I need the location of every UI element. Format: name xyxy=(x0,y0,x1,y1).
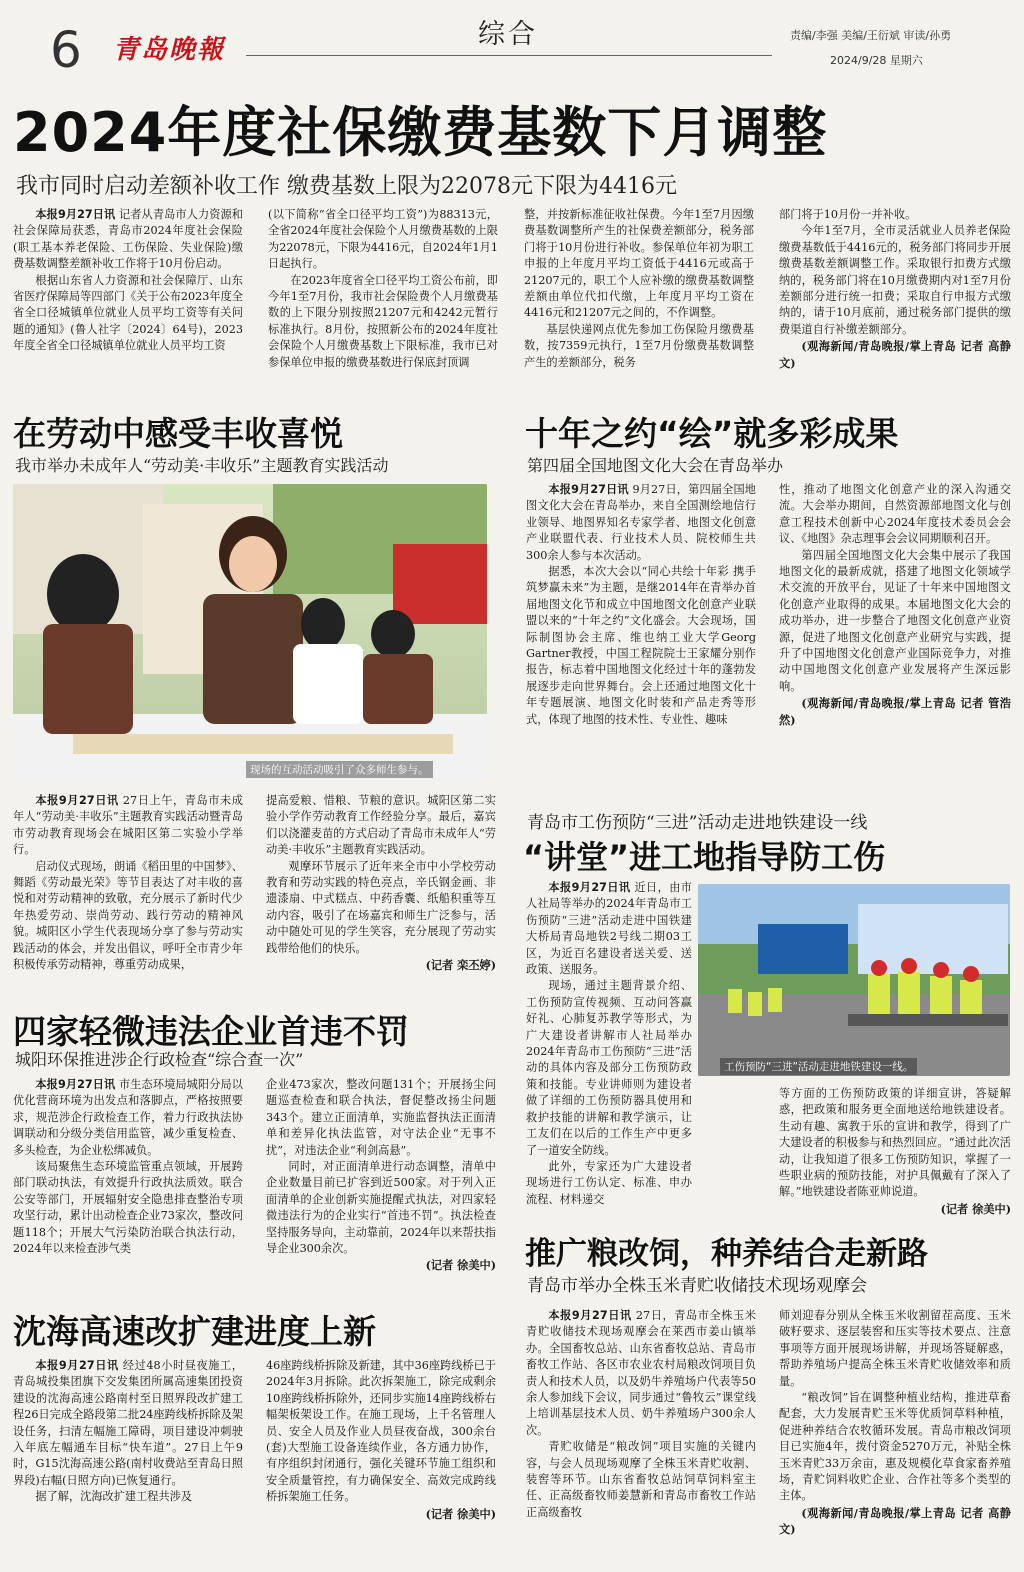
article-5-text-3: 企业473家次，整改问题131个；开展扬尘问题巡查检查和联合执法，督促整改扬尘问题343个。建立正面清单，实施监督执法正面清单和差异化执法监管，对守法企业“无事不扰”，对违法企业“利剑高悬”。 xyxy=(266,1078,496,1157)
article-1-byline: (观海新闻/青岛晚报/掌上青岛 记者 高静文) xyxy=(779,339,1011,370)
article-1-text-2: 根据山东省人力资源和社会保障厅、山东省医疗保障局等四部门《关于公布2023年度全省全口径城镇单位就业人员平均工资等有关问题的通知》(鲁人社字〔2024〕64号)，2023年度全省全口径城镇单位就业人员平均工资 xyxy=(13,273,243,353)
header-rule xyxy=(246,55,772,56)
article-3-text-4: 第四届全国地图文化大会集中展示了我国地图文化的最新成就，搭建了地图文化领域学术交流的开放平台，见证了十年来中国地图文化创意产业取得的成果。本届地图文化大会的成功举办，进一步整合了地图文化创意产业资源，促进了地图文化创意产业研究与实践，提升了中国地图文化创意产业国际竞争力，对推动中国地图文化创意产业发展将产生深远影响。 xyxy=(779,548,1011,693)
article-5-title: 四家轻微违法企业首违不罚 xyxy=(13,1012,409,1051)
article-4-title: “讲堂”进工地指导防工伤 xyxy=(523,838,886,876)
article-1-dateline: 本报9月27日讯 xyxy=(35,208,116,221)
article-6-dateline: 本报9月27日讯 xyxy=(35,1359,119,1372)
article-5-text-2: 该局聚焦生态环境监管重点领域，开展跨部门联动执法，有效提升行政执法质效。联合公安等部门，开展辐射安全隐患排查整治专项攻坚行动，累计出动检查企业73家次，整改问题118个；开展大气污染防治联合执法行动，2024年以来检查涉气类 xyxy=(13,1160,243,1256)
article-4-photo xyxy=(698,884,1010,1076)
article-2-text-2: 启动仪式现场，朗诵《稻田里的中国梦》、舞蹈《劳动最光荣》等节目表达了对丰收的喜悦和对劳动精神的致敬，充分展示了新时代少年热爱劳动、崇尚劳动、践行劳动的精神风貌。城阳区小学生代表现场分享了参与劳动实践活动的体会，并发出倡议，呼吁全市青少年积极传承劳动精神，尊重劳动成果， xyxy=(13,859,243,972)
article-5-subtitle: 城阳环保推进涉企行政检查“综合查一次” xyxy=(15,1050,304,1069)
article-2-title: 在劳动中感受丰收喜悦 xyxy=(13,414,343,453)
article-2-col-1 xyxy=(13,793,243,998)
article-2-dateline: 本报9月27日讯 xyxy=(35,794,119,807)
article-3-col-2 xyxy=(779,482,1011,796)
article-4-photo-caption: 工伤预防“三进”活动走进地铁建设一线。 xyxy=(720,1058,917,1075)
article-3-text-2: 据悉，本次大会以“同心共绘十年彩 携手筑梦赢未来”为主题，是继2014年在青举办首届地图文化节和成立中国地图文化创意产业联盟以来的“十年之约”文化盛会。大会现场，国际制图协会主席、维也纳工业大学Georg Gartner教授，中国工程院院士王家耀分别作报告，标志着中国地图文化经过十年的蓬勃发展逐步走向世界舞台。会上还通过地图文化十年专题展演、地图文化时装和产品走秀等形式，体现了地图的技术性、专业性、趣味 xyxy=(526,565,756,726)
editor-credits: 责编/李强 美编/王衍斌 审读/孙勇 xyxy=(790,29,952,42)
article-4-dateline: 本报9月27日讯 xyxy=(548,881,631,894)
article-6-byline: (记者 徐美中) xyxy=(425,1506,496,1521)
article-4-col-1 xyxy=(526,880,692,1232)
article-2-col-2 xyxy=(266,793,496,998)
students-activity-image xyxy=(13,484,487,780)
article-1-text-8: 今年1至7月，全市灵活就业人员养老保险缴费基数低于4416元的，税务部门将同步开展缴费基数差额调整工作。采取银行扣费方式缴纳的，税务部门将在10月缴费期内对1至7月份差额部分进行统一扣费；采取自行申报方式缴纳的，请于10月底前，通过税务部门提供的缴费渠道自行补缴差额部分。 xyxy=(779,224,1011,336)
article-6-text-3: 46座跨线桥拆除及新建，其中36座跨线桥已于2024年3月拆除。此次拆架施工，除完成剩余10座跨线桥拆除外，还同步实施14座跨线桥右幅架板架设工作。在施工现场，上千名管理人员、安全人员及作业人员昼夜奋战，300余台(套)大型施工设备连续作业，各方通力协作，有序组织封闭通行，强化关键环节施工组织和安全质量管控，有力确保安全、高效完成跨线桥拆架施工任务。 xyxy=(266,1359,496,1504)
article-2-photo xyxy=(13,484,487,780)
section-title: 综合 xyxy=(478,19,538,50)
article-6-col-2 xyxy=(266,1358,496,1568)
article-1-text-4: 在2023年度省全口径平均工资公布前，即今年1至7月份，我市社会保险费个人月缴费基数的上下限分别按照21207元和4242元暂行标准执行。8月份，按照新公布的2024年度社会保险个人月缴费基数上下限标准，我市已对参保单位申报的缴费基数进行保底封顶调 xyxy=(268,273,498,369)
article-4-text-3: 此外，专家还为广大建设者现场进行工伤认定、标准、申办流程、材料递交 xyxy=(526,1159,692,1206)
article-6-text-1: 经过48小时昼夜施工，青岛城投集团旗下交发集团所属高速集团投资建设的沈海高速公路南村至日照界段改扩建工程26日完成全路段第二批24座跨线桥拆除及架设任务，扫清左幅施工障碍，项目建设冲刺驶入年底左幅通车目标“快车道”。27日上午9时，G15沈海高速公路(南村收费站至青岛日照界段)右幅(日照方向)已恢复通行。 xyxy=(13,1359,243,1487)
article-7-dateline: 本报9月27日讯 xyxy=(548,1309,632,1322)
article-5-col-1 xyxy=(13,1077,243,1303)
article-1-col-3 xyxy=(524,207,754,397)
article-3-title: 十年之约“绘”就多彩成果 xyxy=(525,414,899,453)
article-1-text-5: 整，并按新标准征收社保费。今年1至7月因缴费基数调整所产生的社保费差额部分，税务部门将于10月份进行补收。参保单位年初为职工申报的上年度月平均工资低于4416元或高于21207元的，职工个人应补缴的缴费基数调整差额由单位代扣代缴，上年度月平均工资在4416元和21207元之间的，不作调整。 xyxy=(524,208,754,320)
article-4-kicker: 青岛市工伤预防“三进”活动走进地铁建设一线 xyxy=(527,813,868,833)
article-7-subtitle: 青岛市举办全株玉米青贮收储技术现场观摩会 xyxy=(527,1276,867,1296)
article-4-col-2 xyxy=(779,1086,1011,1232)
article-1-text-7: 部门将于10月份一并补收。 xyxy=(779,208,917,221)
article-2-text-3: 提高爱粮、惜粮、节粮的意识。城阳区第二实验小学作劳动教育工作经验分享。最后，嘉宾们以浇灌麦苗的方式启动了青岛市未成年人“劳动美·丰收乐”主题教育实践活动。 xyxy=(266,794,496,857)
article-5-text-1: 市生态环境局城阳分局以优化营商环境为出发点和落脚点，严格按照要求，规范涉企行政检查工作，着力行政执法协调联动和分级分类信用监管，减少重复检查、多头检查，为企业松绑减负。 xyxy=(13,1078,243,1157)
article-3-byline: (观海新闻/青岛晚报/掌上青岛 记者 管浩然) xyxy=(779,696,1011,727)
article-7-text-2: 青贮收储是“粮改饲”项目实施的关键内容，与会人员现场观摩了全株玉米青贮收割、装窖等环节。山东省畜牧总站饲草饲料室主任、正高级畜牧师姜慧新和青岛市畜牧工作站正高级畜牧 xyxy=(526,1440,756,1519)
article-1-text-3: (以下简称“省全口径平均工资”)为88313元，全省2024年度社会保险个人月缴费基数的上限为22078元，下限为4416元，自2024年1月1日起执行。 xyxy=(268,208,498,271)
article-5-text-4: 同时，对正面清单进行动态调整，清单中企业数量目前已扩容到近500家。对于列入正面清单的企业创新实施提醒式执法，对四家轻微违法行为的企业实行“首违不罚”。执法检查坚持服务导向，主动靠前，2024年以来帮扶指导企业300余次。 xyxy=(266,1160,496,1256)
article-1-subtitle: 我市同时启动差额补收工作 缴费基数上限为22078元下限为4416元 xyxy=(16,174,677,199)
article-1-text-1: 记者从青岛市人力资源和社会保障局获悉，青岛市2024年度社会保险(职工基本养老保险、工伤保险、失业保险)缴费基数调整差额补收工作将于10月份启动。 xyxy=(13,208,243,271)
article-3-text-3: 性，推动了地图文化创意产业的深入沟通交流。大会举办期间，自然资源部地图文化与创意工程技术创新中心2024年度技术委员会会议、《地图》杂志理事会会议同期顺利召开。 xyxy=(779,483,1011,546)
article-2-text-1: 27日上午，青岛市未成年人“劳动美·丰收乐”主题教育实践活动暨青岛市劳动教育现场会在城阳区第二实验小学举行。 xyxy=(13,794,243,857)
article-1-title: 2024年度社保缴费基数下月调整 xyxy=(13,101,828,164)
paper-name-logo: 青岛晚報 xyxy=(113,35,226,65)
article-6-text-2: 据了解，沈海改扩建工程共涉及 xyxy=(35,1490,193,1504)
article-4-text-2: 现场，通过主题背景介绍、工伤预防宣传视频、互动问答赢好礼、心肺复苏教学等形式，为广大建设者讲解市人社局举办2024年青岛市工伤预防“三进”活动的具体内容及部分工伤预防政策和技能。专业讲师则为建设者做了详细的工伤预防器具使用和救护技能的讲解和教学演示，让工友们在以后的工作生产中更多了一道安全防线。 xyxy=(526,979,692,1157)
article-3-col-1 xyxy=(526,482,756,796)
article-7-text-1: 27日，青岛市全株玉米青贮收储技术现场观摩会在莱西市姜山镇举办。全国畜牧总站、山东省畜牧总站、青岛市畜牧工作站、各区市农业农村局粮改饲项目负责人和技术人员，以及奶牛养殖场户代表等50余人参加线下会议，同步通过“鲁牧云”课堂线上培训基层技术人员、奶牛养殖场户300余人次。 xyxy=(526,1309,756,1437)
article-6-title: 沈海高速改扩建进度上新 xyxy=(13,1312,376,1351)
article-7-title: 推广粮改饲，种养结合走新路 xyxy=(525,1236,928,1272)
article-4-text-1: 近日，由市人社局等举办的2024年青岛市工伤预防“三进”活动走进中国铁建大桥局青岛地铁2号线二期03工区，为近百名建设者送关爱、送政策、送服务。 xyxy=(526,881,692,977)
article-1-col-2 xyxy=(268,207,498,397)
article-4-text-4: 等方面的工伤预防政策的详细宣讲，答疑解惑，把政策和服务更全面地送给地铁建设者。生动有趣、寓教于乐的宣讲和教学，得到了广大建设者的积极参与和热烈回应。“通过此次活动，让我知道了很多工伤预防知识，掌握了一些职业病的预防技能，对护具佩戴有了深入了解。”地铁建设者陈亚帅说道。 xyxy=(779,1087,1011,1199)
article-7-text-3: 师刘迎春分别从全株玉米收割留茬高度、玉米破籽要求、逐层装窖和压实等技术要点、注意事项等方面开展现场讲解，并现场答疑解惑，帮助养殖场户提高全株玉米青贮收储效率和质量。 xyxy=(779,1309,1011,1388)
article-7-text-4: “粮改饲”旨在调整种植业结构，推进草畜配套，大力发展青贮玉米等优质饲草料种植，促进种养结合农牧循环发展。青岛市粮改饲项目已实施4年，拨付资金5270万元，补贴全株玉米青贮33万余亩，惠及规模化草食家畜养殖场，青贮饲料收贮企业、合作社等多个类型的主体。 xyxy=(779,1391,1011,1503)
article-3-dateline: 本报9月27日讯 xyxy=(548,483,629,496)
article-5-byline: (记者 徐美中) xyxy=(425,1258,496,1273)
article-7-col-2 xyxy=(779,1308,1011,1568)
page-header xyxy=(0,0,1024,95)
article-7-byline: (观海新闻/青岛晚报/掌上青岛 记者 高静文) xyxy=(779,1505,1011,1537)
article-3-subtitle: 第四届全国地图文化大会在青岛举办 xyxy=(527,456,784,475)
article-2-subtitle: 我市举办未成年人“劳动美·丰收乐”主题教育实践活动 xyxy=(15,456,389,475)
article-2-text-4: 观摩环节展示了近年来全市中小学校劳动教育和劳动实践的特色亮点，辛氏钢金画、非遗漆扇、中式糕点、中药香囊、纸船积重等互动内容，吸引了在场嘉宾和师生广泛参与，活动中随处可见的学生笑容，充分展现了劳动实践带给他们的快乐。 xyxy=(266,859,496,955)
article-1-col-1 xyxy=(13,207,243,397)
article-6-col-1 xyxy=(13,1358,243,1568)
article-1-col-4 xyxy=(779,207,1011,397)
article-7-col-1 xyxy=(526,1308,756,1568)
article-3-text-1: 9月27日，第四届全国地图文化大会在青岛举办，来自全国测绘地信行业领导、地图界知名专家学者、地图文化创意产业联盟代表、行业技术人员、院校师生共300余人参与本次活动。 xyxy=(526,483,756,562)
article-4-byline: (记者 徐美中) xyxy=(940,1201,1011,1216)
article-2-byline: (记者 栾丕婷) xyxy=(425,958,496,973)
article-5-dateline: 本报9月27日讯 xyxy=(35,1078,116,1091)
article-5-col-2 xyxy=(266,1077,496,1303)
construction-site-image xyxy=(698,884,1010,1076)
article-1-text-6: 基层快递网点优先参加工伤保险月缴费基数，按7359元执行，1至7月份缴费基数调整产生的差额部分，税务 xyxy=(524,322,754,369)
article-2-photo-caption: 现场的互动活动吸引了众多师生参与。 xyxy=(246,761,433,778)
issue-date: 2024/9/28 星期六 xyxy=(830,54,923,67)
page-number: 6 xyxy=(50,21,82,79)
